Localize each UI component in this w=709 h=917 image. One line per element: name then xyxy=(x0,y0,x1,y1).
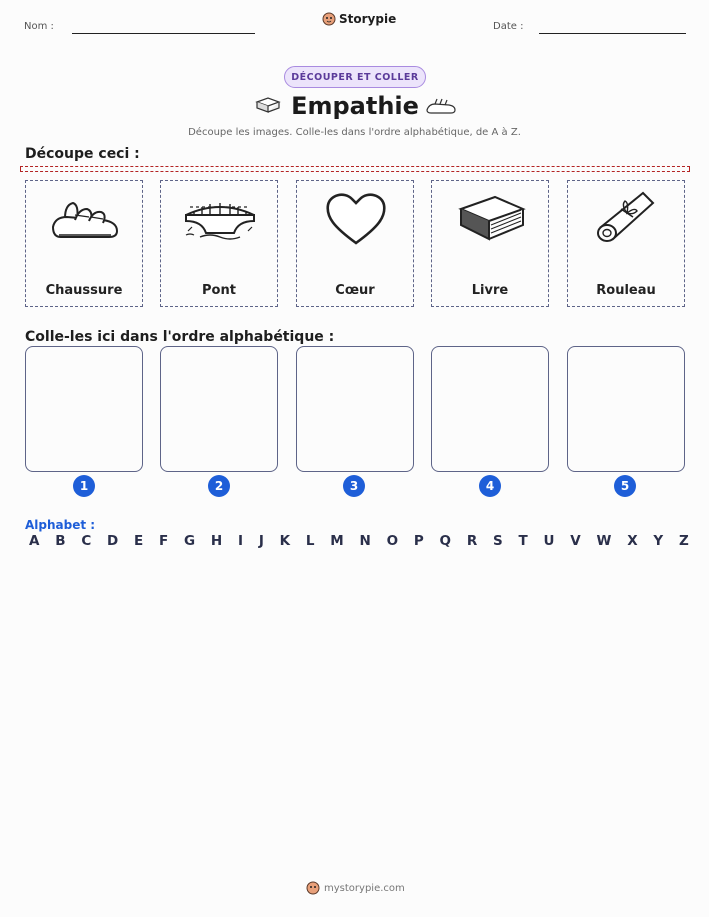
alphabet-letter: R xyxy=(466,533,478,549)
cut-card-rouleau[interactable] xyxy=(567,180,685,307)
brand-name: Storypie xyxy=(339,12,397,26)
card-label: Rouleau xyxy=(596,283,656,298)
paste-slot-1[interactable] xyxy=(25,346,143,472)
alphabet-letter: S xyxy=(493,533,503,549)
paste-slot-2[interactable] xyxy=(160,346,278,472)
storypie-mascot-icon xyxy=(306,881,320,895)
name-label: Nom : xyxy=(24,21,54,32)
slot-number-badge: 3 xyxy=(343,475,365,497)
cut-card-coeur[interactable] xyxy=(296,180,414,307)
alphabet-letter: W xyxy=(596,533,612,549)
storypie-mascot-icon xyxy=(322,12,336,26)
bridge-icon xyxy=(180,187,260,247)
page-title: Empathie xyxy=(291,92,419,120)
alphabet-letter: H xyxy=(210,533,223,549)
cut-line xyxy=(20,166,690,172)
alphabet-letter: Z xyxy=(678,533,689,549)
date-label: Date : xyxy=(493,21,524,32)
alphabet-letter: D xyxy=(107,533,119,549)
scroll-icon xyxy=(587,187,667,247)
slot-number-badge: 4 xyxy=(479,475,501,497)
alphabet-letter: G xyxy=(184,533,196,549)
paste-slot-3[interactable] xyxy=(296,346,414,472)
alphabet-letter: U xyxy=(543,533,555,549)
alphabet-letter: F xyxy=(159,533,169,549)
alphabet-letter: V xyxy=(570,533,581,549)
slot-number-badge: 5 xyxy=(614,475,636,497)
card-label: Livre xyxy=(471,283,509,298)
alphabet-letter: L xyxy=(305,533,315,549)
sandal-icon xyxy=(45,187,125,247)
instructions: Découpe les images. Colle-les dans l'ordre alphabétique, de A à Z. xyxy=(188,127,521,138)
sandal-icon xyxy=(425,96,457,116)
card-label: Pont xyxy=(202,283,236,298)
alphabet-letter: M xyxy=(330,533,344,549)
cut-card-chaussure[interactable] xyxy=(25,180,143,307)
alphabet-letter: P xyxy=(413,533,424,549)
alphabet-letter: N xyxy=(359,533,371,549)
alphabet-letter: Q xyxy=(439,533,452,549)
alphabet-row xyxy=(29,533,689,549)
date-line xyxy=(539,33,686,34)
alphabet-letter: B xyxy=(55,533,66,549)
alphabet-letter: I xyxy=(238,533,244,549)
paste-slot-5[interactable] xyxy=(567,346,685,472)
name-line xyxy=(72,33,255,34)
cut-card-pont[interactable] xyxy=(160,180,278,307)
alphabet-letter: O xyxy=(386,533,399,549)
brand-logo xyxy=(322,12,396,26)
alphabet-letter: J xyxy=(258,533,264,549)
card-label: Chaussure xyxy=(45,283,123,298)
alphabet-letter: Y xyxy=(653,533,664,549)
paste-section-label: Colle-les ici dans l'ordre alphabétique : xyxy=(25,329,335,345)
footer xyxy=(306,881,405,895)
card-label: Cœur xyxy=(335,283,375,298)
alphabet-letter: A xyxy=(29,533,40,549)
cut-section-label: Découpe ceci : xyxy=(25,146,140,162)
paste-slot-4[interactable] xyxy=(431,346,549,472)
heart-icon xyxy=(316,187,396,247)
alphabet-letter: K xyxy=(279,533,291,549)
book-icon xyxy=(451,187,531,247)
alphabet-letter: C xyxy=(81,533,92,549)
slot-number-badge: 1 xyxy=(73,475,95,497)
alphabet-label: Alphabet : xyxy=(25,518,96,532)
alphabet-letter: E xyxy=(134,533,144,549)
alphabet-letter: T xyxy=(518,533,528,549)
footer-url: mystorypie.com xyxy=(324,882,405,894)
cut-card-livre[interactable] xyxy=(431,180,549,307)
activity-badge: DÉCOUPER ET COLLER xyxy=(284,66,426,88)
slot-number-badge: 2 xyxy=(208,475,230,497)
alphabet-letter: X xyxy=(627,533,638,549)
